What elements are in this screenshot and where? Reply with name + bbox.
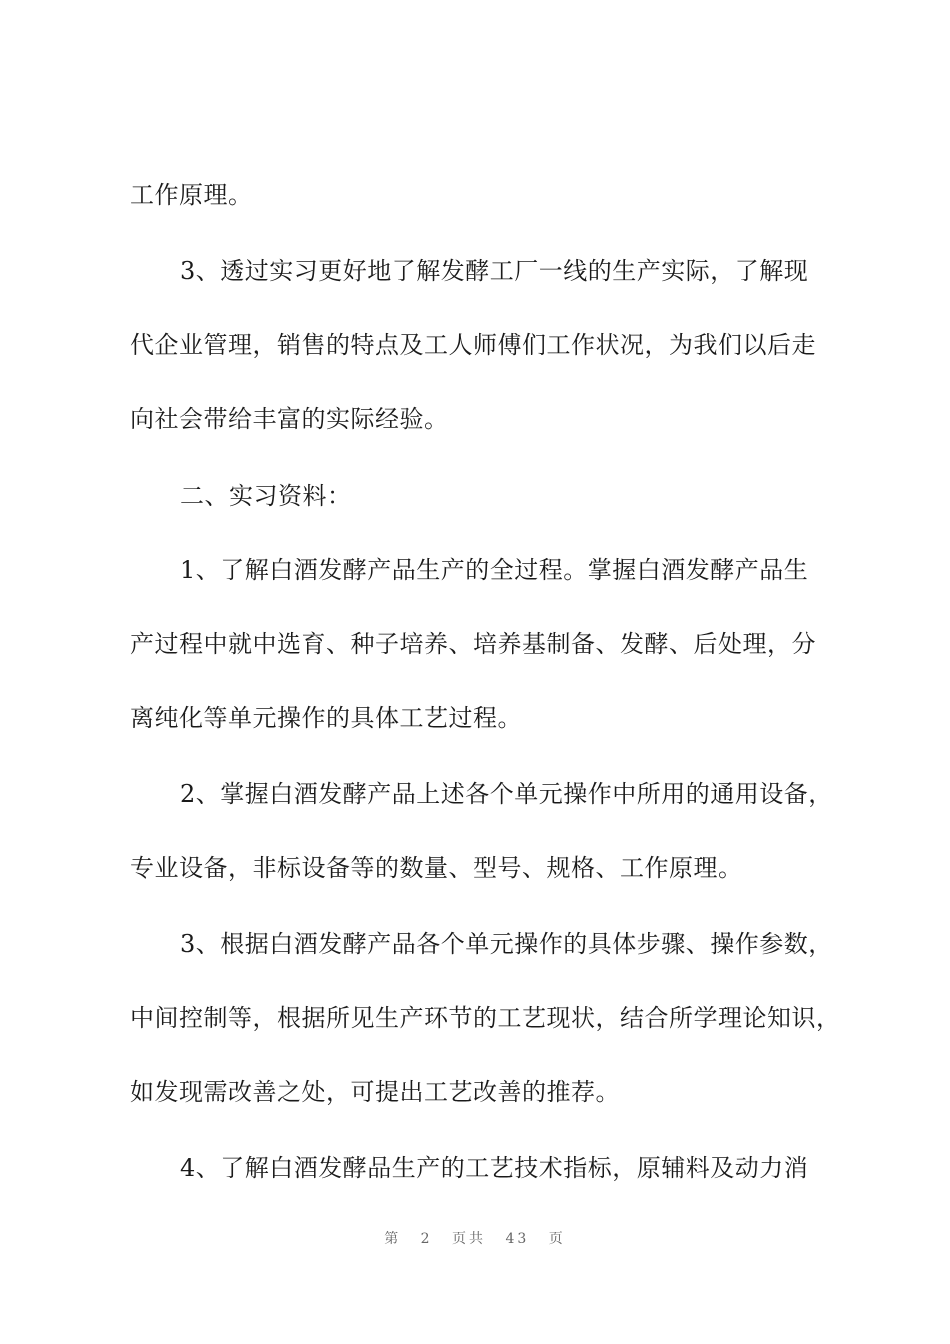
current-page-number: 2 — [420, 1231, 433, 1247]
section-heading: 二、实习资料： — [180, 482, 352, 510]
paragraph-line: 产过程中就中选育、种子培养、培养基制备、发酵、后处理，分 — [130, 630, 816, 658]
footer-suffix: 页 — [548, 1231, 566, 1247]
page-footer — [0, 1228, 950, 1248]
footer-middle: 页共 — [452, 1231, 487, 1247]
paragraph-line: 中间控制等，根据所见生产环节的工艺现状，结合所学理论知识， — [130, 1004, 841, 1032]
paragraph-line: 工作原理。 — [130, 181, 253, 209]
paragraph-line: 3、透过实习更好地了解发酵工厂一线的生产实际，了解现 — [180, 257, 809, 285]
footer-prefix: 第 — [384, 1231, 402, 1247]
paragraph-line: 代企业管理，销售的特点及工人师傅们工作状况，为我们以后走 — [130, 331, 816, 359]
paragraph-line: 4、了解白酒发酵品生产的工艺技术指标，原辅料及动力消 — [180, 1154, 809, 1182]
paragraph-line: 2、掌握白酒发酵产品上述各个单元操作中所用的通用设备， — [180, 780, 833, 808]
paragraph-line: 向社会带给丰富的实际经验。 — [130, 405, 449, 433]
total-page-count: 43 — [505, 1231, 530, 1247]
paragraph-line: 如发现需改善之处，可提出工艺改善的推荐。 — [130, 1078, 620, 1106]
paragraph-line: 离纯化等单元操作的具体工艺过程。 — [130, 704, 522, 732]
paragraph-line: 1、了解白酒发酵产品生产的全过程。掌握白酒发酵产品生 — [180, 556, 809, 584]
paragraph-line: 3、根据白酒发酵产品各个单元操作的具体步骤、操作参数， — [180, 930, 833, 958]
paragraph-line: 专业设备，非标设备等的数量、型号、规格、工作原理。 — [130, 854, 743, 882]
